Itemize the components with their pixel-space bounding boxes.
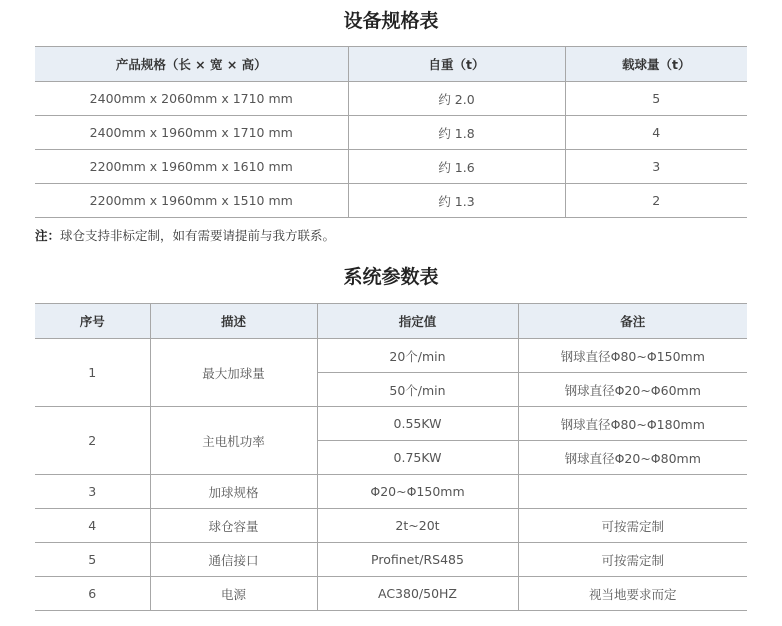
table-row <box>35 577 747 611</box>
table-row <box>35 475 747 509</box>
system-header-row <box>35 304 747 339</box>
system-cell-description: 主电机功率 <box>150 407 317 475</box>
system-cell-value: Profinet/RS485 <box>317 543 518 577</box>
system-header-number: 序号 <box>35 304 150 339</box>
system-cell-number: 2 <box>35 407 150 475</box>
table-row <box>35 543 747 577</box>
spec-cell-capacity: 4 <box>565 116 747 150</box>
spec-cell-capacity: 2 <box>565 184 747 218</box>
table-row <box>35 82 747 116</box>
spec-cell-size: 2200mm x 1960mm x 1510 mm <box>35 184 348 218</box>
system-cell-value: 0.75KW <box>317 441 518 475</box>
spec-table <box>35 46 747 218</box>
system-cell-value: Φ20~Φ150mm <box>317 475 518 509</box>
spec-cell-capacity: 5 <box>565 82 747 116</box>
system-cell-number: 5 <box>35 543 150 577</box>
system-cell-description: 加球规格 <box>150 475 317 509</box>
spec-table-title: 设备规格表 <box>343 10 439 32</box>
system-cell-value: AC380/50HZ <box>317 577 518 611</box>
note-label: 注： <box>35 228 61 243</box>
table-row <box>35 509 747 543</box>
system-cell-description: 通信接口 <box>150 543 317 577</box>
table-row <box>35 407 747 441</box>
system-header-value: 指定值 <box>317 304 518 339</box>
system-header-description: 描述 <box>150 304 317 339</box>
spec-cell-size: 2200mm x 1960mm x 1610 mm <box>35 150 348 184</box>
system-cell-remark: 可按需定制 <box>518 543 747 577</box>
system-cell-value: 50个/min <box>317 373 518 407</box>
system-table <box>35 303 747 611</box>
system-cell-remark: 可按需定制 <box>518 509 747 543</box>
system-cell-remark: 钢球直径Φ80~Φ180mm <box>518 407 747 441</box>
system-cell-remark: 视当地要求而定 <box>518 577 747 611</box>
system-cell-description: 球仓容量 <box>150 509 317 543</box>
spec-header-size: 产品规格（长 × 宽 × 高） <box>35 47 348 82</box>
note-text: 球仓支持非标定制，如有需要请提前与我方联系。 <box>60 228 336 243</box>
system-cell-remark: 钢球直径Φ80~Φ150mm <box>518 339 747 373</box>
system-cell-value: 20个/min <box>317 339 518 373</box>
spec-note <box>35 226 335 244</box>
spec-cell-weight: 约 2.0 <box>348 82 565 116</box>
system-cell-number: 6 <box>35 577 150 611</box>
spec-header-weight: 自重（t） <box>348 47 565 82</box>
spec-cell-size: 2400mm x 2060mm x 1710 mm <box>35 82 348 116</box>
system-cell-remark <box>518 475 747 509</box>
system-table-title: 系统参数表 <box>343 266 439 288</box>
spec-header-row <box>35 47 747 82</box>
table-row <box>35 339 747 373</box>
spec-cell-capacity: 3 <box>565 150 747 184</box>
table-row <box>35 150 747 184</box>
system-cell-number: 1 <box>35 339 150 407</box>
system-cell-description: 最大加球量 <box>150 339 317 407</box>
system-cell-value: 0.55KW <box>317 407 518 441</box>
system-cell-value: 2t~20t <box>317 509 518 543</box>
spec-cell-weight: 约 1.3 <box>348 184 565 218</box>
spec-header-capacity: 载球量（t） <box>565 47 747 82</box>
system-header-remark: 备注 <box>518 304 747 339</box>
system-cell-number: 3 <box>35 475 150 509</box>
system-cell-remark: 钢球直径Φ20~Φ80mm <box>518 441 747 475</box>
spec-cell-size: 2400mm x 1960mm x 1710 mm <box>35 116 348 150</box>
table-row <box>35 116 747 150</box>
system-cell-description: 电源 <box>150 577 317 611</box>
spec-cell-weight: 约 1.8 <box>348 116 565 150</box>
system-cell-number: 4 <box>35 509 150 543</box>
table-row <box>35 184 747 218</box>
system-cell-remark: 钢球直径Φ20~Φ60mm <box>518 373 747 407</box>
spec-cell-weight: 约 1.6 <box>348 150 565 184</box>
